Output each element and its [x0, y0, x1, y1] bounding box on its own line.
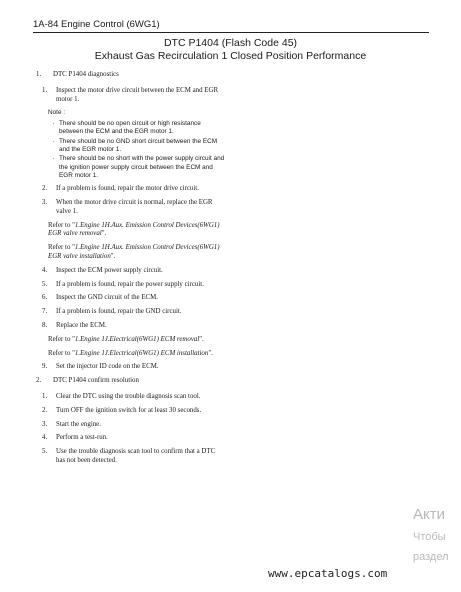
bullet-icon: · [52, 137, 55, 145]
step-text: When the motor drive circuit is normal, replace the EGR valve 1. [56, 199, 213, 215]
step-item [42, 363, 226, 372]
step-text: Perform a test-run. [56, 434, 108, 442]
reference [48, 244, 226, 262]
dtc-subtitle: Exhaust Gas Recirculation 1 Closed Position Performance [94, 50, 367, 62]
page-header: 1A-84 Engine Control (6WG1) [33, 19, 429, 33]
step-text: If a problem is found, repair the power supply circuit. [56, 280, 204, 288]
step-text: Inspect the motor drive circuit between the ECM and EGR motor 1. [56, 86, 219, 103]
step-text: Replace the ECM. [56, 322, 107, 330]
step-item [42, 322, 226, 331]
step-number: 3. [42, 199, 48, 207]
note-item [48, 138, 226, 155]
note-text: There should be no open circuit or high resistance between the ECM and the EGR motor 1. [59, 120, 201, 136]
step-number: 1. [42, 86, 48, 94]
section-title: DTC P1404 confirm resolution [53, 377, 139, 385]
ref-suffix: ". [199, 335, 204, 343]
section-heading [36, 377, 226, 386]
section-heading [36, 71, 226, 80]
step-number: 3. [42, 420, 48, 428]
step-item [42, 199, 226, 217]
step-number: 4. [42, 434, 48, 442]
step-item [42, 421, 226, 430]
activation-watermark-title: Акти [413, 506, 445, 523]
step-text: Start the engine. [56, 420, 101, 428]
reference [48, 222, 226, 240]
ref-prefix: Refer to " [48, 221, 75, 229]
note-list [48, 120, 226, 180]
ref-prefix: Refer to " [48, 244, 75, 252]
step-text: Use the trouble diagnosis scan tool to confirm that a DTC has not been detected. [56, 448, 216, 464]
reference [48, 336, 226, 345]
step-number: 2. [42, 406, 48, 414]
note-item [48, 120, 226, 137]
step-item [42, 393, 226, 402]
note-text: There should be no short with the power supply circuit and the ignition power supply circuit between the ECM and EGR motor 1. [59, 155, 225, 179]
step-number: 7. [42, 308, 48, 316]
procedure-content [36, 71, 226, 471]
step-item [42, 185, 226, 194]
step-number: 5. [42, 448, 48, 456]
section-title: DTC P1404 diagnostics [53, 71, 119, 78]
step-item [42, 308, 226, 317]
step-text: If a problem is found, repair the GND circuit. [56, 308, 182, 316]
bullet-icon: · [52, 155, 55, 163]
reference [48, 350, 226, 359]
section-number: 2. [36, 377, 42, 385]
step-number: 2. [42, 185, 48, 193]
step-number: 6. [42, 294, 48, 302]
step-text: If a problem is found, repair the motor drive circuit. [56, 185, 199, 193]
step-item [42, 407, 226, 416]
activation-watermark-line: раздел [413, 551, 449, 563]
ref-link[interactable]: 1.Engine 1J.Electrical(6WG1) ECM removal [74, 335, 200, 343]
step-item [42, 281, 226, 290]
step-item [42, 267, 226, 276]
step-text: Inspect the GND circuit of the ECM. [56, 294, 158, 302]
source-url: www.epcatalogs.com [268, 567, 388, 580]
step-number: 5. [42, 280, 48, 288]
step-item [42, 448, 226, 466]
activation-watermark-line: Чтобы [413, 531, 446, 543]
dtc-title: DTC P1404 (Flash Code 45) [163, 37, 298, 49]
ref-link[interactable]: 1.Engine 1H.Aux. Emission Control Devices(6WG1) EGR valve removal [48, 221, 220, 238]
step-text: Set the injector ID code on the ECM. [56, 363, 159, 371]
step-item [42, 434, 226, 443]
step-text: Turn OFF the ignition switch for at least 30 seconds. [56, 406, 202, 414]
ref-link[interactable]: 1.Engine 1H.Aux. Emission Control Devices(6WG1) EGR valve installation [48, 244, 220, 261]
step-number: 4. [42, 266, 48, 274]
step-text: Clear the DTC using the trouble diagnosis scan tool. [56, 393, 201, 401]
step-number: 9. [42, 363, 48, 371]
ref-suffix: ". [110, 253, 116, 261]
ref-suffix: ". [101, 230, 107, 238]
step-number: 8. [42, 322, 48, 330]
section-number: 1. [36, 71, 42, 78]
ref-suffix: ". [208, 349, 213, 357]
step-item [42, 87, 226, 105]
note-title: Note : [48, 109, 66, 117]
ref-prefix: Refer to " [48, 349, 75, 357]
ref-link[interactable]: 1.Engine 1J.Electrical(6WG1) ECM installation [74, 349, 209, 357]
ref-prefix: Refer to " [48, 335, 75, 343]
step-number: 1. [42, 393, 48, 401]
note-item [48, 155, 226, 180]
step-text: Inspect the ECM power supply circuit. [56, 266, 163, 274]
note-text: There should be no GND short circuit between the ECM and the EGR motor 1. [59, 137, 218, 154]
step-item [42, 294, 226, 303]
bullet-icon: · [52, 120, 55, 128]
